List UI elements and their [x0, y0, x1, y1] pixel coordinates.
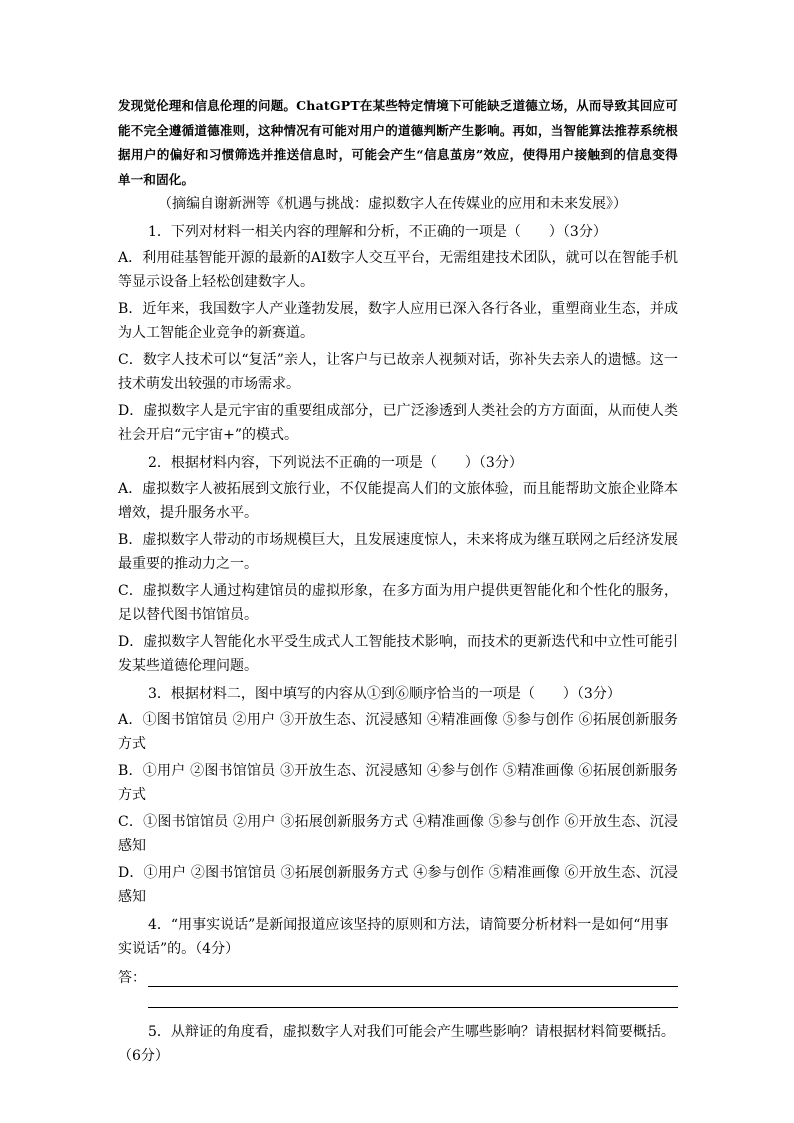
question-2-option-a: A．虚拟数字人被拓展到文旅行业，不仅能提高人们的文旅体验，而且能帮助文旅企业降本增效，提升服务水平。	[118, 481, 678, 521]
answer-line-1[interactable]	[148, 970, 678, 987]
question-4-stem: 4．“用事实说话”是新闻报道应该坚持的原则和方法，请简要分析材料一是如何“用事实说话”的。（4分）	[118, 917, 669, 957]
exam-page	[118, 94, 678, 1082]
question-4	[118, 913, 678, 1008]
question-2-option-c: C．虚拟数字人通过构建馆员的虚拟形象，在多方面为用户提供更智能化和个性化的服务，足以替代图书馆馆员。	[118, 583, 678, 623]
answer-area	[118, 967, 678, 987]
question-1-stem: 1．下列对材料一相关内容的理解和分析，不正确的一项是（ ）（3分）	[148, 224, 607, 240]
question-1-option-d: D．虚拟数字人是元宇宙的重要组成部分，已广泛渗透到人类社会的方方面面，从而使人类社会开启“元宇宙+”的模式。	[118, 403, 678, 443]
question-3-option-c: C．①图书馆馆员 ②用户 ③拓展创新服务方式 ④精准画像 ⑤参与创作 ⑥开放生态、沉浸感知	[118, 814, 678, 854]
question-2-option-d: D．虚拟数字人智能化水平受生成式人工智能技术影响，而技术的更新迭代和中立性可能引发某些道德伦理问题。	[118, 634, 678, 674]
question-2-stem: 2．根据材料内容，下列说法不正确的一项是（ ）（3分）	[148, 455, 523, 471]
question-3-option-b: B．①用户 ②图书馆馆员 ③开放生态、沉浸感知 ④参与创作 ⑤精准画像 ⑥拓展创新服务方式	[118, 763, 678, 803]
question-1	[118, 220, 678, 447]
question-3	[118, 682, 678, 909]
question-1-option-c: C．数字人技术可以“复活”亲人，让客户与已故亲人视频对话，弥补失去亲人的遗憾。这一技术萌发出较强的市场需求。	[118, 352, 678, 392]
question-5	[118, 1020, 678, 1068]
question-2	[118, 451, 678, 678]
question-1-option-a: A．利用硅基智能开源的最新的AI数字人交互平台，无需组建技术团队，就可以在智能手机等显示设备上轻松创建数字人。	[118, 250, 678, 290]
intro-paragraph: 发现觉伦理和信息伦理的问题。ChatGPT在某些特定情境下可能缺乏道德立场，从而导致其回应可能不完全遵循道德准则，这种情况有可能对用户的道德判断产生影响。再如，当智能算法推荐系统根据用户的偏好和习惯筛选并推送信息时，可能会产生“信息茧房”效应，使得用户接触到的信息变得单一和固化。	[118, 98, 678, 187]
question-3-option-d: D．①用户 ②图书馆馆员 ③拓展创新服务方式 ④参与创作 ⑤精准画像 ⑥开放生态、沉浸感知	[118, 865, 678, 905]
answer-label: 答：	[118, 970, 146, 986]
source-citation: （摘编自谢新洲等《机遇与挑战：虚拟数字人在传媒业的应用和未来发展》）	[158, 196, 627, 212]
question-1-option-b: B．近年来，我国数字人产业蓬勃发展，数字人应用已深入各行各业，重塑商业生态，并成为人工智能企业竞争的新赛道。	[118, 301, 678, 341]
question-2-option-b: B．虚拟数字人带动的市场规模巨大，且发展速度惊人，未来将成为继互联网之后经济发展最重要的推动力之一。	[118, 532, 678, 572]
answer-line-2[interactable]	[148, 989, 678, 1008]
question-5-stem: 5．从辩证的角度看，虚拟数字人对我们可能会产生哪些影响？请根据材料简要概括。（6分）	[118, 1024, 675, 1064]
question-3-option-a: A．①图书馆馆员 ②用户 ③开放生态、沉浸感知 ④精准画像 ⑤参与创作 ⑥拓展创新服务方式	[118, 712, 678, 752]
question-3-stem: 3．根据材料二，图中填写的内容从①到⑥顺序恰当的一项是（ ）（3分）	[148, 686, 621, 702]
